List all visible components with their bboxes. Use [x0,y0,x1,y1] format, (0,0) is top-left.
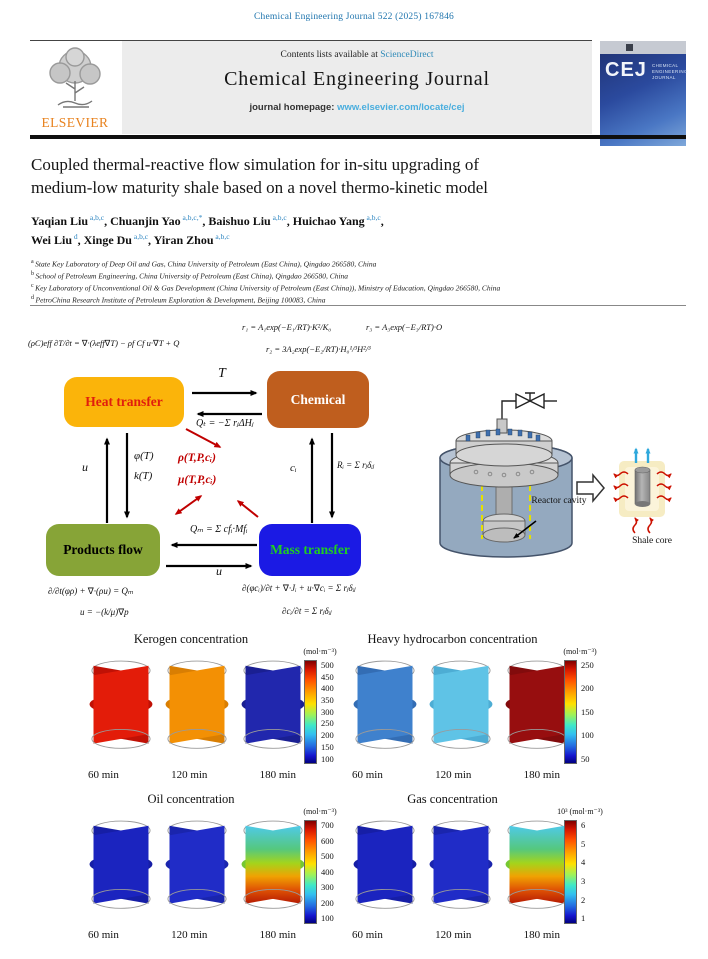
journal-title: Chemical Engineering Journal [224,68,490,90]
heat-transfer-equation: (ρC)eff ∂T/∂t = ∇·(λeff∇T) − ρf Cf u·∇T + Q [28,338,180,348]
time-label: 180 min [259,929,296,941]
panel-title: Kerogen concentration [133,632,249,646]
panel-title: Heavy hydrocarbon concentration [367,632,538,646]
colorbar-tick: 150 [581,706,594,717]
author-name[interactable]: Xinge Du [83,232,132,247]
concentration-3d-figure [352,657,418,761]
affiliation-row [31,270,681,282]
author-name[interactable]: Wei Liu [31,232,73,247]
concentration-3d-figure [504,817,570,921]
chemical-box: Chemical [267,371,369,428]
colorbar-tick: 100 [321,753,334,764]
colorbar-tick: 500 [321,851,334,862]
colorbar-tick: 300 [321,706,334,717]
colorbar-tick: 700 [321,820,334,830]
elsevier-tree-icon [30,43,120,115]
author-affiliation-sup: a,b,c [213,231,230,241]
affiliation-sup: d [31,295,36,302]
colorbar-ticks [321,660,334,764]
label-velocity-bottom: u [216,564,222,578]
valve-icon [502,393,557,431]
colorbar-tick: 100 [321,913,334,924]
colorbar-tick: 350 [321,695,334,706]
flow-equation-1: ∂/∂t(φρ) + ∇·(ρu) = Qₘ [48,586,134,596]
affiliation-rule [30,305,686,306]
elsevier-logo[interactable] [30,43,120,135]
colorbar-tick: 200 [581,683,594,694]
red-arrow-heat-coupling [186,429,220,447]
author-name[interactable]: Yaqian Liu [31,214,89,228]
time-labels [352,929,560,941]
sciencedirect-link[interactable]: ScienceDirect [380,50,434,60]
figures-row [352,657,570,761]
author-separator: , [380,214,384,228]
time-label: 120 min [171,929,208,941]
colorbar-tick: 5 [581,838,586,849]
concentration-3d-figure [352,817,418,921]
colorbar-unit: 10³ (mol·m⁻³) [557,807,603,816]
colorbar-tick: 250 [321,718,334,729]
time-label: 120 min [435,929,472,941]
colorbar-tick: 400 [321,683,334,694]
kinetic-equation-r3: r₃ = A₃exp(−E₃/RT)·O [366,322,443,332]
time-label: 60 min [88,929,119,941]
label-reaction-source: Rᵢ = Σ rⱼδᵢⱼ [337,460,375,470]
panel-title: Gas concentration [407,792,498,806]
time-label: 60 min [352,929,383,941]
kinetic-equation-r2: r₂ = 3A₂exp(−E₂/RT)·H₀¹/³H²/³ [266,344,371,354]
label-porosity: φ(T) [134,450,154,462]
figures-row [352,817,570,921]
homepage-line [122,102,592,113]
time-labels [88,769,296,781]
author-name[interactable]: Huichao Yang [292,214,365,228]
banner-bottom-rule [30,135,686,139]
author-affiliation-sup: a,b,c [88,213,105,222]
author-affiliation-sup: d [72,231,78,241]
time-labels [352,769,560,781]
article-title-line2: medium-low maturity shale based on a novel thermo-kinetic model [31,178,488,197]
label-density-coupling: ρ(T,P,cᵢ) [178,452,216,464]
colorbar-tick: 500 [321,660,334,670]
affiliation-sup: b [31,271,36,278]
time-label: 60 min [88,769,119,781]
figures-row [88,657,306,761]
label-velocity-left: u [82,460,88,474]
red-arrow-products-coupling [176,496,201,514]
reactor-lid [450,419,558,487]
colorbar-tick: 450 [321,671,334,682]
colorbar-tick: 150 [321,741,334,752]
concentration-3d-figure [504,657,570,761]
colorbar-ticks [581,660,594,764]
panel-kerogen [58,632,358,792]
concentration-3d-figure [88,657,154,761]
cover-title-line: CHEMICAL [652,63,679,68]
time-label: 180 min [523,929,560,941]
cover-title-line: JOURNAL [652,74,676,80]
time-label: 180 min [259,769,296,781]
affiliation-row [31,282,681,294]
journal-cover-thumbnail[interactable] [600,41,686,146]
colorbar-ticks [321,820,334,924]
heat-transfer-box: Heat transfer [64,377,184,427]
time-label: 180 min [523,769,560,781]
reactor-cavity-label: Reactor cavity [531,496,587,506]
kinetic-equation-r1: r₁ = A₁exp(−E₁/RT)·K²/K₀ [242,322,332,332]
cover-journal-title [652,63,688,81]
affiliation-row [31,258,681,270]
colorbar-tick: 100 [581,730,594,741]
mass-equation-1: ∂(φcᵢ)/∂t + ∇·Jᵢ + u·∇cᵢ = Σ rⱼδᵢⱼ [242,583,356,593]
figures-row [88,817,306,921]
mass-transfer-box: Mass transfer [259,524,361,576]
flow-equation-2: u = −(k/μ)∇p [80,607,129,617]
contents-prefix: Contents lists available at [280,50,381,60]
author-affiliation-sup: a,b,c [364,213,381,222]
colorbar-tick: 200 [321,897,334,908]
products-flow-box: Products flow [46,524,160,576]
homepage-link[interactable]: www.elsevier.com/locate/cej [337,102,465,113]
colorbar-tick: 200 [321,730,334,741]
author-affiliation-sup: a,b,c [131,231,149,241]
journal-banner [122,41,592,134]
author-affiliation-sup: a,b,c [270,213,287,222]
affiliation-text: PetroChina Research Institute of Petroleum Exploration & Development, Beijing 100083, China [35,295,326,305]
author-name[interactable]: Chuanjin Yao [110,214,181,228]
author-separator: , [77,232,84,247]
author-list [31,212,661,249]
article-title-line1: Coupled thermal-reactive flow simulation for in-situ upgrading of [31,155,480,174]
panel-gas [350,792,650,952]
label-permeability: k(T) [134,470,153,482]
colorbar-ticks [581,820,585,924]
cover-abbreviation: CEJ [605,59,647,81]
author-name[interactable]: Baishuo Liu [208,214,271,228]
contents-list-line [122,50,592,60]
cover-publisher-mark-icon [626,44,633,51]
colorbar-tick: 250 [581,660,594,670]
journal-citation: Chemical Engineering Journal 522 (2025) 167846 [254,12,454,22]
concentration-3d-figure [428,817,494,921]
shale-core-illustration [614,449,671,533]
author-affiliation-sup: a,b,c,* [180,213,203,222]
affiliation-text: School of Petroleum Engineering, China University of Petroleum (East China), Qingdao 266580, China [35,271,349,281]
colorbar-unit: (mol·m⁻³) [563,647,597,656]
label-concentration: cᵢ [290,462,297,474]
affiliation-sup: a [31,259,36,265]
time-label: 120 min [171,769,208,781]
affiliation-sup: c [31,283,36,290]
author-separator: , [148,232,154,247]
label-viscosity-coupling: μ(T,P,cᵢ) [178,474,217,486]
colorbar-tick: 3 [581,876,586,887]
colorbar-tick: 6 [581,820,586,830]
colorbar-tick: 50 [581,753,590,764]
colorbar [564,820,577,924]
panel-heavy-hydrocarbon [350,632,650,792]
colorbar-tick: 1 [581,913,586,924]
cover-top-band [600,41,686,54]
label-heat-source: Qₜ = −Σ rⱼΔHⱼ [196,418,254,429]
elsevier-wordmark: ELSEVIER [41,115,109,130]
label-temperature: T [218,366,226,381]
author-separator: , [104,214,111,228]
colorbar-tick: 600 [321,835,334,846]
author-separator: , [202,214,209,228]
affiliation-text: Key Laboratory of Unconventional Oil & Gas Development (China University of Petroleum (East China)), Ministry of Education, Qingdao 266580, China [35,283,501,293]
colorbar-tick: 2 [581,894,586,905]
concentration-3d-figure [240,657,306,761]
time-label: 60 min [352,769,383,781]
colorbar [564,660,577,764]
reactor-illustration [430,375,708,587]
time-label: 120 min [435,769,472,781]
label-mass-source: Qₘ = Σ cfᵢ·Mfᵢ [190,524,248,535]
cover-title-line: ENGINEERING [652,68,688,74]
colorbar-tick: 400 [321,866,334,877]
colorbar-tick: 4 [581,857,586,868]
affiliation-list [31,258,681,307]
colorbar-tick: 300 [321,882,334,893]
panel-oil [58,792,358,952]
concentration-3d-figure [164,657,230,761]
concentration-3d-figure [164,817,230,921]
affiliation-text: State Key Laboratory of Deep Oil and Gas, China University of Petroleum (East China), Qingdao 266580, China [35,259,377,269]
author-name[interactable]: Yiran Zhou [153,232,214,247]
mass-equation-2: ∂cᵢ/∂t = Σ rⱼδᵢⱼ [282,606,332,616]
panel-title: Oil concentration [147,792,235,806]
concentration-3d-figure [88,817,154,921]
colorbar [304,660,317,764]
shale-core-label: Shale core [632,536,672,546]
homepage-prefix: journal homepage: [249,102,338,113]
red-arrow-mass-coupling [238,501,258,517]
author-separator: , [286,214,293,228]
time-labels [88,929,296,941]
concentration-3d-figure [428,657,494,761]
colorbar-unit: (mol·m⁻³) [303,647,337,656]
concentration-3d-figure [240,817,306,921]
colorbar [304,820,317,924]
colorbar-unit: (mol·m⁻³) [303,807,337,816]
